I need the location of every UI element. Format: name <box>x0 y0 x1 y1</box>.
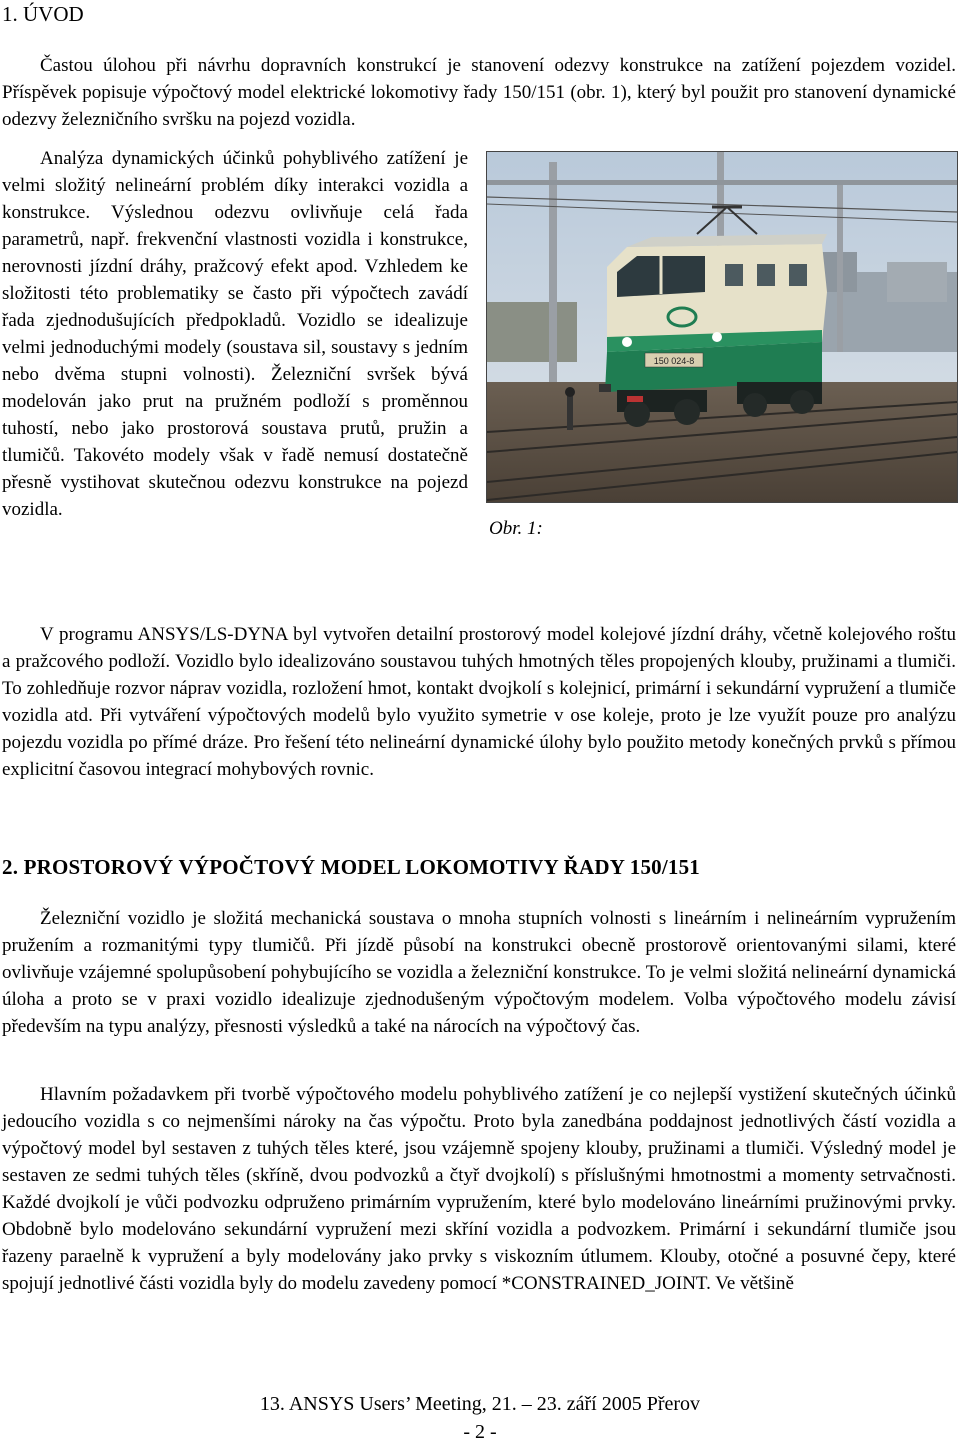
section-1-heading: 1. ÚVOD <box>2 2 84 26</box>
side-paragraph: Analýza dynamických účinků pohyblivého zatížení je velmi složitý nelineární problém díky interakci vozidla a konstrukce. Výslednou odezvu ovlivňuje celá řada parametrů, např. frekvenční vlastnosti vozidla i konstrukce, nerovnosti jízdní dráhy, pražcový efekt apod. Vzhledem ke složitosti této problematiky se často při výpočtech zavádí řada zjednodušujících předpokladů. Vozidlo se idealizuje velmi jednoduchými modely (soustava sil, soustavy s jedním nebo dvěma stupni volnosti). Železniční svršek bývá modelován jako prut na pružném podloží s proměnnou tuhostí, nebo jako prostorová soustava prutů, pružin a tlumičů. Takovéto modely však v řadě nemusí dostatečně přesně vystihovat skutečnou odezvu konstrukce na pojezd vozidla. <box>2 148 468 520</box>
section-2-paragraph-2: Hlavním požadavkem při tvorbě výpočtového modelu pohyblivého zatížení je co nejlepší vystižení skutečných účinků jedoucího vozidla s co nejmenšími nároky na čas výpočtu. Proto byla zanedbána poddajnost jednotlivých částí vozidla a výpočtový model byl sestaven z tuhých těles které, jsou vzájemně spojeny klouby, pružinami a tlumiči. Výsledný model je sestaven ze sedmi tuhých těles (skříně, dvou podvozků a čtyř dvojkolí) s příslušnými hmotnostmi a momenty setrvačnosti. Každé dvojkolí je vůči podvozku odpruženo primárním vypružením, které bylo modelováno lineárními pružinovými prvky. Obdobně bylo modelováno sekundární vypružení mezi skříní vozidla a podvozkem. Primární i sekundární tlumiče jsou řazeny paraelně k vypružení a byly modelovány jako prvky s viskozním útlumem. Klouby, otočné a posuvné čepy, které spojují jednotlivé části vozidla byly do modelu zavedeny pomocí *CONSTRAINED_JOINT. Ve většině <box>2 1084 956 1294</box>
figure-caption: Obr. 1: <box>489 518 543 539</box>
locomotive-illustration <box>487 152 957 502</box>
locomotive-number-plate: 150 024-8 <box>653 356 695 366</box>
paragraph-model-description: V programu ANSYS/LS-DYNA byl vytvořen detailní prostorový model kolejové jízdní dráhy, včetně kolejového roštu a pražcového podloží. Vozidlo bylo idealizováno soustavou tuhých hmotných těles propojených klouby, pružinami a tlumiči. To zohledňuje rozvor náprav vozidla, rozložení hmot, kontakt dvojkolí s kolejnicí, primární i sekundární vypružení a tlumiče vozidla atd. Při vytváření výpočtových modelů bylo využito symetrie v ose koleje, proto je lze využít pouze pro analýzu pojezdu vozidla po přímé dráze. Pro řešení této nelineární dynamické úlohy bylo použito metody konečných prvků s přímou explicitní časovou integrací mohybových rovnic. <box>2 624 956 780</box>
section-2-paragraph-1: Železniční vozidlo je složitá mechanická soustava o mnoha stupních volnosti s lineárním i nelineárním vypružením pružením a rozmanitými typy tlumičů. Při jízdě působí na konstrukci obecně prostorově orientovanými silami, které ovlivňuje vzájemné spolupůsobení pohybujícího se vozidla a železniční konstrukce. To je velmi složitá nelineární dynamická úloha a proto se v praxi vozidlo idealizuje zjednodušeným výpočtovým modelem. Volba výpočtového modelu závisí především na typu analýzy, přesnosti výsledků a také na nárocích na výpočtový čas. <box>2 908 956 1037</box>
intro-paragraph: Častou úlohou při návrhu dopravních konstrukcí je stanovení odezvy konstrukce na zatížení pojezdem vozidel. Příspěvek popisuje výpočtový model elektrické lokomotivy řady 150/151 (obr. 1), který byl použit pro stanovení dynamické odezvy železničního svršku na pojezd vozidla. <box>2 55 956 130</box>
section-2-heading: 2. PROSTOROVÝ VÝPOČTOVÝ MODEL LOKOMOTIVY ŘADY 150/151 <box>2 855 701 879</box>
locomotive-photo <box>486 151 958 503</box>
page-number: - 2 - <box>463 1421 497 1443</box>
footer-conference: 13. ANSYS Users’ Meeting, 21. – 23. září 2005 Přerov <box>259 1393 701 1415</box>
